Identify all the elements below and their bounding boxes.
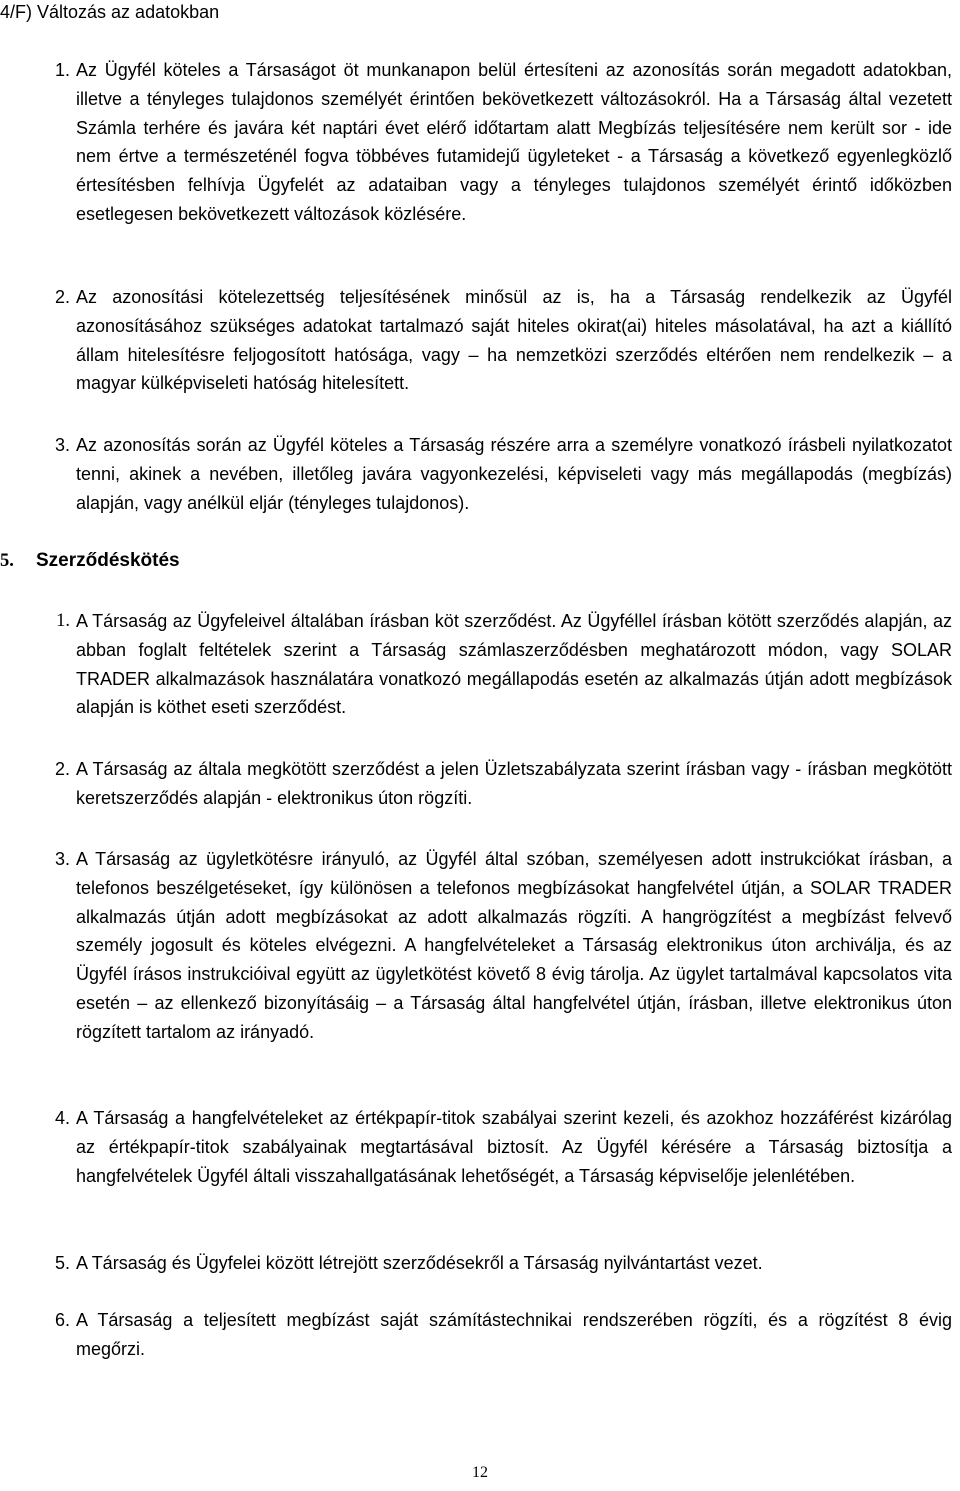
item-text: Az Ügyfél köteles a Társaságot öt munkanapon belül értesíteni az azonosítás során megadott adatokban, illetve a tényleges tulajdonos személyét érintően bekövetkezett változásokról. Ha a Társaság által vezetett Számla terhére és javára két naptári évet elérő időtartam alatt Megbízás teljesítésére nem került sor - ide nem értve a természeténél fogva többéves futamidejű ügyleteket - a Társaság a következő egyenlegközlő értesítésben felhívja Ügyfelét az adataiban vagy a tényleges tulajdonos személyét érintő időközben esetlegesen bekövetkezett változások közlésére. <box>76 60 952 224</box>
item-number: 5. <box>54 1253 70 1273</box>
item-number: 6. <box>54 1310 70 1330</box>
section-number: 5. <box>0 551 14 571</box>
section-title: Szerződéskötés <box>36 550 180 571</box>
item-text: A Társaság a hangfelvételeket az értékpapír-titok szabályai szerint kezeli, és azokhoz hozzáférést kizárólag az értékpapír-titok szabályainak megtartásával biztosít. Az Ügyfél kérésére a Társaság biztosítja a hangfelvételek Ügyfél általi visszahallgatásának lehetőségét, a Társaság képviselője jelenlétében. <box>76 1108 952 1186</box>
item-number: 3. <box>54 435 70 455</box>
item-text: A Társaság a teljesített megbízást saját számítástechnikai rendszerében rögzíti, és a rögzítést 8 évig megőrzi. <box>76 1310 952 1359</box>
item-text: A Társaság az Ügyfeleivel általában írásban köt szerződést. Az Ügyféllel írásban kötött szerződés alapján, az abban foglalt feltételek szerint a Társaság számlaszerződésben meghatározott módon, vagy SOLAR TRADER alkalmazások használatára vonatkozó megállapodás esetén az alkalmazás útján adott megbízások alapján is köthet eseti szerződést. <box>76 611 952 718</box>
item-text: A Társaság az általa megkötött szerződést a jelen Üzletszabályzata szerint írásban vagy - írásban megkötött keretszerződés alapján - elektronikus úton rögzíti. <box>76 759 952 808</box>
item-number: 3. <box>54 849 70 869</box>
item-number: 1. <box>54 60 70 80</box>
item-text: Az azonosítási kötelezettség teljesítésének minősül az is, ha a Társaság rendelkezik az Ügyfél azonosításához szükséges adatokat tartalmazó saját hiteles okirat(ai) hiteles másolatával, ha azt a kiállító állam hitelesítésre feljogosított hatósága, vagy – ha nemzetközi szerződés eltérően nem rendelkezik – a magyar külképviseleti hatóság hitelesített. <box>76 287 952 394</box>
subsection-heading: 4/F) Változás az adatokban <box>0 2 220 22</box>
item-number: 4. <box>54 1108 70 1128</box>
page-number: 12 <box>472 1464 488 1481</box>
item-text: A Társaság az ügyletkötésre irányuló, az Ügyfél által szóban, személyesen adott instrukciókat írásban, a telefonos beszélgetéseket, így különösen a telefonos megbízásokat hangfelvétel útján, a SOLAR TRADER alkalmazás útján adott megbízásokat az adott alkalmazás rögzíti. A hangrögzítést a megbízást felvevő személy jogosult és köteles elvégezni. A hangfelvételeket a Társaság elektronikus úton archiválja, és az Ügyfél írásos instrukcióival együtt az ügyletkötést követő 8 évig tárolja. Az ügylet tartalmával kapcsolatos vita esetén – az ellenkező bizonyításáig – a Társaság által hangfelvétel útján, írásban, illetve elektronikus úton rögzített tartalom az irányadó. <box>76 849 952 1042</box>
item-number: 2. <box>54 287 70 307</box>
item-text: Az azonosítás során az Ügyfél köteles a Társaság részére arra a személyre vonatkozó írásbeli nyilatkozatot tenni, akinek a nevében, illetőleg javára vagyonkezelési, képviseleti vagy más megállapodás (megbízás) alapján, vagy anélkül eljár (tényleges tulajdonos). <box>76 435 952 513</box>
item-number: 2. <box>54 759 70 779</box>
item-text: A Társaság és Ügyfelei között létrejött szerződésekről a Társaság nyilvántartást vezet. <box>76 1253 763 1273</box>
item-number: 1. <box>56 611 70 631</box>
